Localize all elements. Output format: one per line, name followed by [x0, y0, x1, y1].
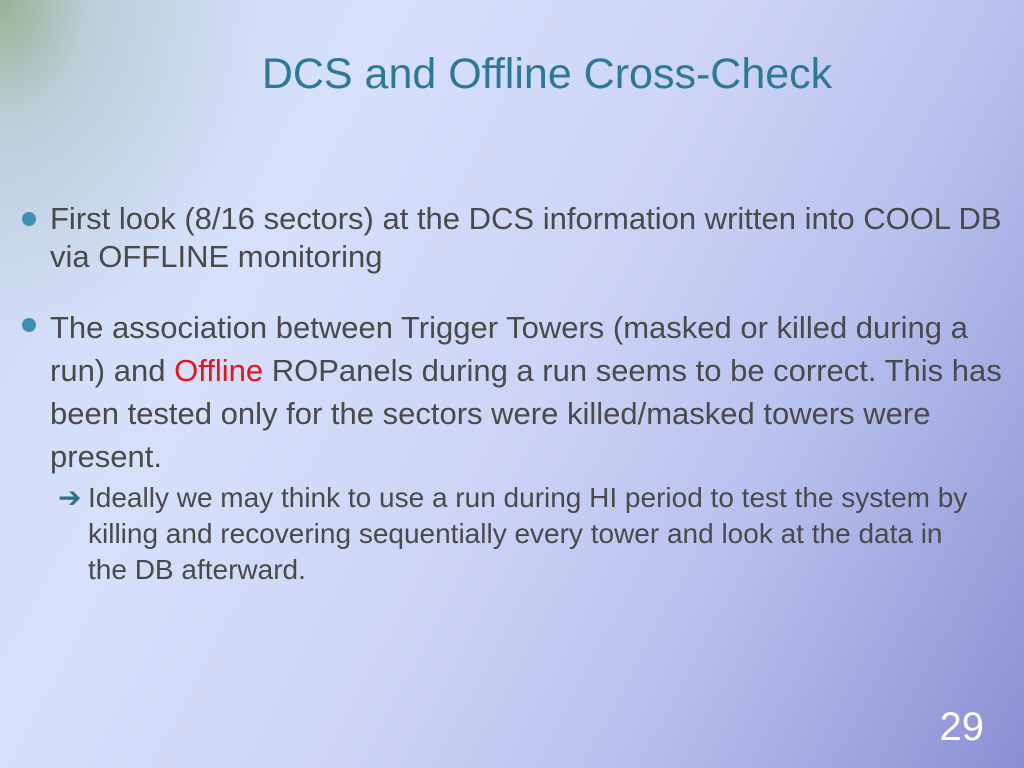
bullet-dot-icon: [22, 212, 36, 226]
bullet-text: [50, 306, 1015, 478]
highlighted-word: Offline: [174, 353, 264, 388]
bullet-text: First look (8/16 sectors) at the DCS information written into COOL DB via OFFLINE monitoring: [50, 201, 1002, 274]
bullet-text-part: ROPanels during a run seems to be correct. This has been tested only for the sectors were killed/masked towers were present.: [50, 353, 1002, 474]
sub-bullet-text: Ideally we may think to use a run during HI period to test the system by killing and recovering sequentially every tower and look at the data in the DB afterward.: [88, 482, 968, 585]
bullet-item: [20, 200, 1015, 276]
bullet-dot-icon: [22, 318, 36, 332]
page-number: 29: [939, 705, 984, 749]
arrow-right-icon: ➔: [58, 481, 82, 514]
bullet-text-part: The association between Trigger Towers (masked or killed during a run) and: [50, 310, 968, 388]
bullet-item: [20, 306, 1015, 478]
slide-content: [20, 200, 1015, 588]
sub-bullet-item: [58, 480, 978, 588]
slide-title: DCS and Offline Cross-Check: [261, 50, 833, 98]
